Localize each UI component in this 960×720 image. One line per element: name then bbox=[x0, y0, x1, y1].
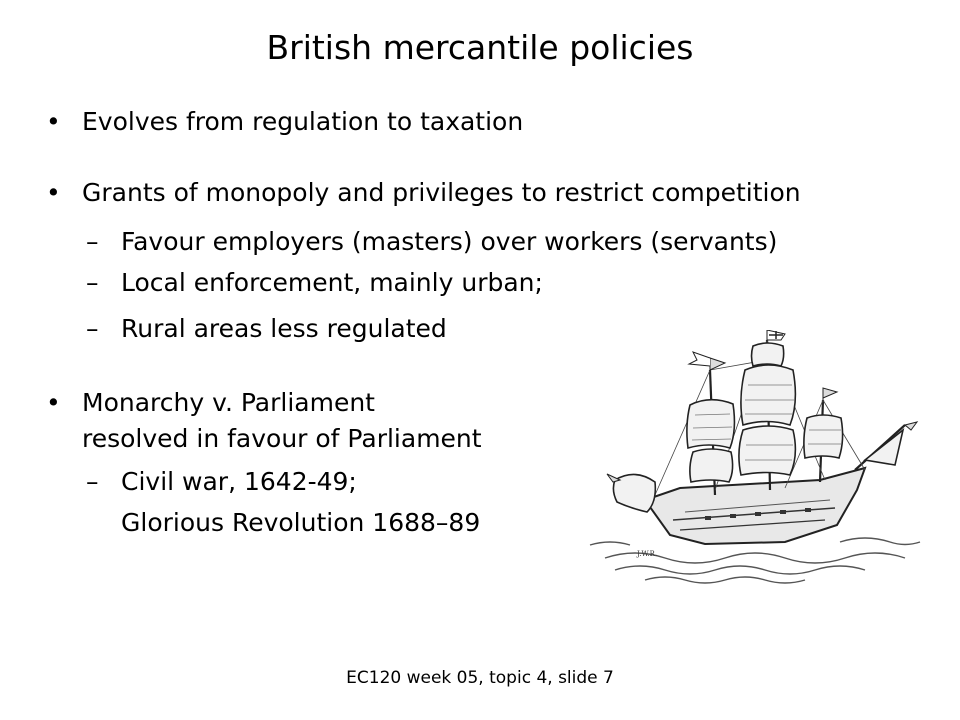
dash-icon: – bbox=[86, 314, 99, 343]
bullet-icon: • bbox=[46, 178, 61, 207]
artist-signature: J.W.R. bbox=[637, 550, 658, 558]
slide-title: British mercantile policies bbox=[266, 28, 694, 67]
sea-waves bbox=[590, 538, 920, 583]
bullet-text: resolved in favour of Parliament bbox=[82, 424, 482, 453]
dash-icon: – bbox=[86, 467, 99, 496]
bullet-text: Evolves from regulation to taxation bbox=[82, 107, 524, 136]
subbullet-text: Civil war, 1642-49; bbox=[121, 467, 357, 496]
bullet-text: Grants of monopoly and privileges to restrict competition bbox=[82, 178, 801, 207]
subbullet-text: Glorious Revolution 1688–89 bbox=[121, 508, 481, 537]
slide-footer: EC120 week 05, topic 4, slide 7 bbox=[346, 668, 614, 688]
subbullet-text: Rural areas less regulated bbox=[121, 314, 447, 343]
subbullet-text: Favour employers (masters) over workers (servants) bbox=[121, 227, 778, 256]
bullet-icon: • bbox=[46, 388, 61, 417]
dash-icon: – bbox=[86, 268, 99, 297]
ship-hull bbox=[645, 468, 865, 544]
bullet-text: Monarchy v. Parliament bbox=[82, 388, 375, 417]
bullet-icon: • bbox=[46, 107, 61, 136]
dash-icon: – bbox=[86, 227, 99, 256]
sailing-ship-illustration bbox=[585, 330, 925, 585]
subbullet-text: Local enforcement, mainly urban; bbox=[121, 268, 543, 297]
